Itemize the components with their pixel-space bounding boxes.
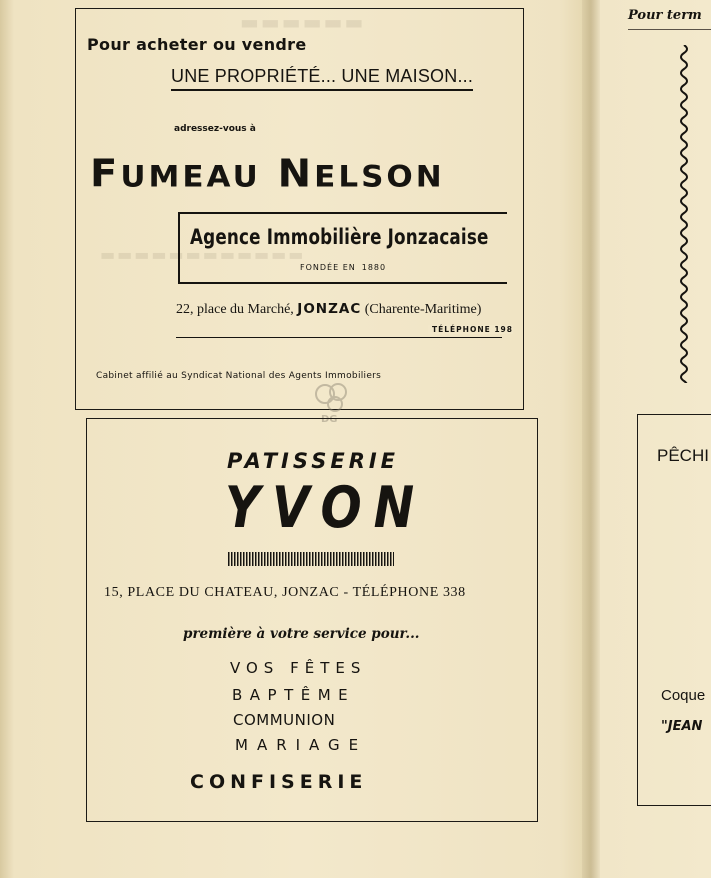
advert-line: "JEAN xyxy=(661,719,703,734)
agent-name: FUMEAU NELSON xyxy=(90,152,445,196)
real-estate-advert xyxy=(75,8,524,410)
phone-rule xyxy=(176,337,502,338)
right-page-header: Pour term xyxy=(628,8,702,23)
advert-line: Coque xyxy=(661,687,706,704)
agency-frame xyxy=(178,212,507,284)
shop-name: YVON xyxy=(225,475,427,541)
decorative-stripes xyxy=(228,552,394,566)
address-to-text: adressez-vous à xyxy=(174,124,256,134)
wavy-border xyxy=(674,45,694,383)
service-item: COMMUNION xyxy=(233,711,336,729)
bleed-through-text: ▬▬▬▬▬▬▬▬▬▬▬▬ xyxy=(100,245,306,264)
shop-address: 15, PLACE DU CHATEAU, JONZAC - TÉLÉPHONE 338 xyxy=(104,585,466,600)
agency-name: Agence Immobilière Jonzacaise xyxy=(190,225,489,249)
service-item: MARIAGE xyxy=(235,736,368,754)
library-stamp: DG xyxy=(311,380,361,426)
advert-title: PÊCHI xyxy=(657,446,709,465)
shop-type: PATISSERIE xyxy=(227,449,400,473)
right-page-rule xyxy=(628,29,711,30)
bleed-through-text: ▬▬▬▬▬▬ xyxy=(240,10,366,34)
agency-address: 22, place du Marché, JONZAC (Charente-Maritime) xyxy=(176,301,482,317)
book-spine-shadow xyxy=(582,0,600,878)
advert-intro: Pour acheter ou vendre xyxy=(87,35,307,54)
founded-line: FONDÉE EN 1880 xyxy=(300,263,387,272)
agency-phone: TÉLÉPHONE 198 xyxy=(428,325,513,334)
shop-footer: CONFISERIE xyxy=(190,771,368,793)
property-heading: UNE PROPRIÉTÉ... UNE MAISON... xyxy=(171,66,473,91)
right-page-advert xyxy=(637,414,711,806)
service-item: VOS FÊTES xyxy=(230,659,367,677)
service-item: BAPTÊME xyxy=(232,686,356,704)
affiliation-text: Cabinet affilié au Syndicat National des Agents Immobiliers xyxy=(96,371,382,381)
shop-tagline: première à votre service pour... xyxy=(183,626,420,642)
patisserie-advert xyxy=(86,418,538,822)
